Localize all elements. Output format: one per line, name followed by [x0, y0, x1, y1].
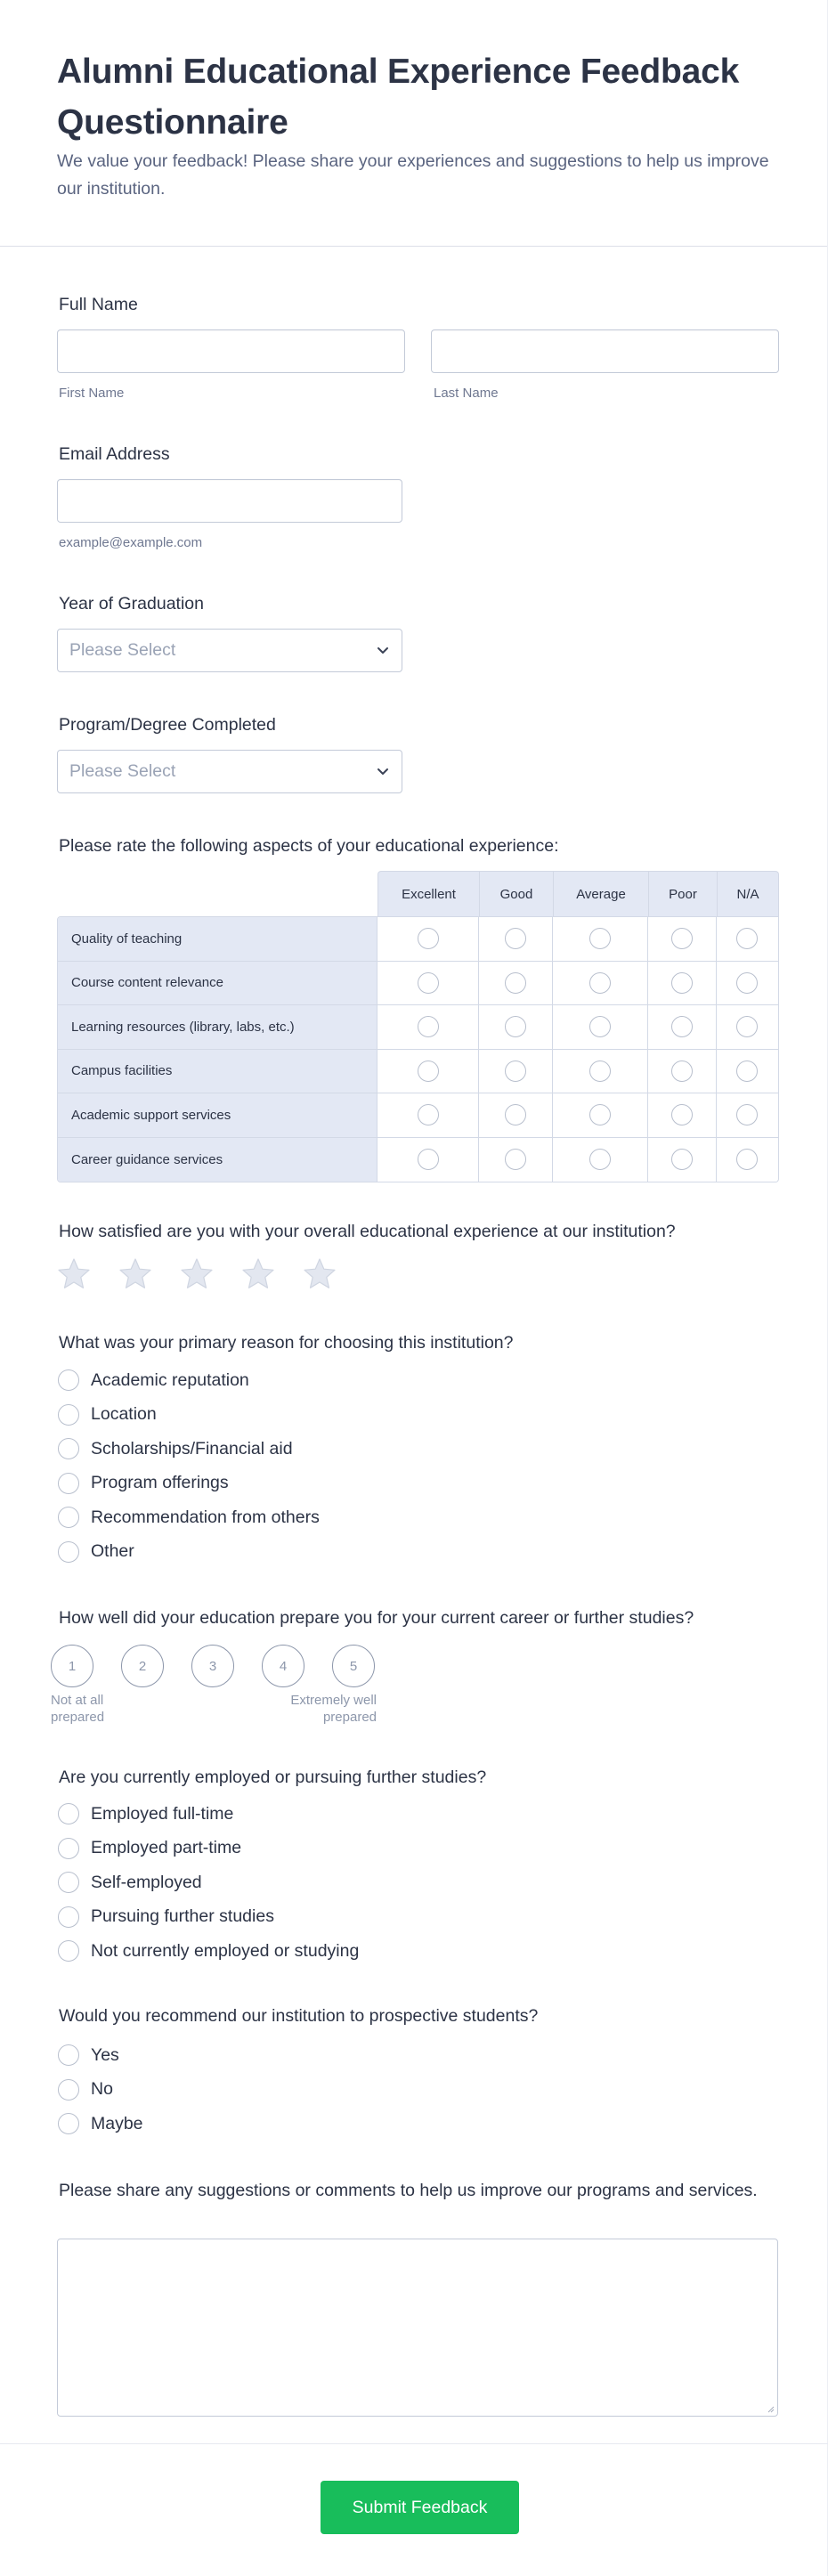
star-icon[interactable]	[57, 1257, 91, 1290]
email-sublabel: example@example.com	[59, 535, 203, 550]
matrix-radio[interactable]	[589, 1060, 611, 1082]
matrix-cell	[648, 917, 717, 961]
matrix-cell	[553, 1005, 648, 1049]
matrix-cell	[479, 1005, 553, 1049]
star-icon[interactable]	[241, 1257, 275, 1290]
matrix-row-label: Learning resources (library, labs, etc.)	[58, 1005, 377, 1049]
radio-button[interactable]	[58, 1438, 79, 1459]
scale-option[interactable]: 5	[332, 1645, 375, 1687]
matrix-row	[58, 1005, 778, 1050]
matrix-cell	[648, 1050, 717, 1093]
matrix-radio[interactable]	[736, 1149, 758, 1170]
radio-button[interactable]	[58, 2113, 79, 2134]
matrix-cell	[479, 1138, 553, 1182]
matrix-radio[interactable]	[671, 1149, 693, 1170]
matrix-cell	[717, 917, 777, 961]
radio-button[interactable]	[58, 1803, 79, 1824]
radio-button[interactable]	[58, 2044, 79, 2066]
star-icon[interactable]	[118, 1257, 152, 1290]
matrix-radio[interactable]	[505, 1149, 526, 1170]
reason-option[interactable]	[59, 1432, 780, 1467]
scale-option[interactable]: 4	[262, 1645, 304, 1687]
matrix-cell	[648, 962, 717, 1005]
matrix-cell	[553, 917, 648, 961]
matrix-cell	[717, 1138, 777, 1182]
reason-option[interactable]	[59, 1535, 780, 1570]
resize-handle-icon[interactable]	[766, 2404, 775, 2413]
rating-matrix-header	[377, 871, 779, 916]
matrix-cell	[479, 1050, 553, 1093]
submit-button[interactable]: Submit Feedback	[321, 2481, 519, 2534]
matrix-radio[interactable]	[418, 1104, 439, 1125]
matrix-cell	[553, 1138, 648, 1182]
primary-reason-options	[59, 1363, 780, 1569]
first-name-sublabel: First Name	[59, 386, 125, 401]
employment-option[interactable]	[59, 1934, 780, 1969]
matrix-radio[interactable]	[589, 972, 611, 994]
option-label: Maybe	[91, 2113, 143, 2133]
primary-reason-label: What was your primary reason for choosing this institution?	[59, 1333, 514, 1353]
employment-option[interactable]	[59, 1900, 780, 1935]
matrix-cell	[553, 1050, 648, 1093]
radio-button[interactable]	[58, 1507, 79, 1528]
radio-button[interactable]	[58, 1906, 79, 1928]
preparation-label: How well did your education prepare you for your current career or further studies?	[59, 1608, 694, 1628]
matrix-cell	[648, 1093, 717, 1137]
employment-options	[59, 1797, 780, 1969]
matrix-radio[interactable]	[505, 1060, 526, 1082]
matrix-row-label: Campus facilities	[58, 1050, 377, 1093]
suggestions-textarea[interactable]	[57, 2239, 778, 2417]
matrix-radio[interactable]	[736, 1016, 758, 1037]
reason-option[interactable]	[59, 1500, 780, 1535]
matrix-cell	[377, 917, 479, 961]
matrix-cell	[648, 1005, 717, 1049]
matrix-row	[58, 1050, 778, 1094]
option-label: Program offerings	[91, 1473, 229, 1493]
matrix-radio[interactable]	[736, 972, 758, 994]
matrix-cell	[553, 1093, 648, 1137]
matrix-radio[interactable]	[736, 1104, 758, 1125]
matrix-cell	[648, 1138, 717, 1182]
radio-button[interactable]	[58, 1404, 79, 1426]
option-label: Employed full-time	[91, 1803, 234, 1824]
employment-option[interactable]	[59, 1832, 780, 1866]
recommend-option[interactable]	[59, 2073, 780, 2108]
matrix-row-label: Career guidance services	[58, 1138, 377, 1182]
employment-option[interactable]	[59, 1865, 780, 1900]
matrix-radio[interactable]	[589, 1016, 611, 1037]
option-label: Scholarships/Financial aid	[91, 1438, 293, 1459]
matrix-radio[interactable]	[671, 1016, 693, 1037]
matrix-cell	[717, 1005, 777, 1049]
page-subtitle: We value your feedback! Please share your experiences and suggestions to help us improve our institution.	[57, 151, 769, 199]
option-label: Yes	[91, 2044, 119, 2065]
program-selected: Please Select	[69, 761, 176, 781]
option-label: Recommendation from others	[91, 1507, 320, 1527]
matrix-radio[interactable]	[671, 1104, 693, 1125]
radio-button[interactable]	[58, 2079, 79, 2101]
satisfaction-label: How satisfied are you with your overall educational experience at our institution?	[59, 1222, 676, 1241]
reason-option[interactable]	[59, 1398, 780, 1433]
matrix-radio[interactable]	[505, 1104, 526, 1125]
option-label: Employed part-time	[91, 1838, 242, 1858]
matrix-row-label: Course content relevance	[58, 962, 377, 1005]
matrix-cell	[377, 1093, 479, 1137]
program-select[interactable]	[57, 750, 402, 793]
matrix-radio[interactable]	[505, 1016, 526, 1037]
radio-button[interactable]	[58, 1541, 79, 1563]
option-label: Self-employed	[91, 1872, 202, 1892]
recommend-option[interactable]	[59, 2107, 780, 2141]
matrix-cell	[479, 962, 553, 1005]
column-header: N/A	[736, 886, 759, 902]
column-header: Poor	[649, 872, 718, 916]
last-name-sublabel: Last Name	[434, 386, 499, 401]
scale-option[interactable]: 1	[51, 1645, 93, 1687]
matrix-radio[interactable]	[418, 1060, 439, 1082]
matrix-row	[58, 962, 778, 1006]
column-header: Good	[480, 872, 554, 916]
matrix-cell	[377, 962, 479, 1005]
matrix-radio[interactable]	[589, 928, 611, 949]
matrix-radio[interactable]	[736, 1060, 758, 1082]
email-input[interactable]	[57, 479, 402, 523]
matrix-radio[interactable]	[418, 1016, 439, 1037]
matrix-row	[58, 917, 778, 962]
column-header: Average	[554, 872, 649, 916]
first-name-input[interactable]	[57, 329, 405, 373]
matrix-radio[interactable]	[505, 972, 526, 994]
employment-label: Are you currently employed or pursuing further studies?	[59, 1767, 487, 1787]
reason-option[interactable]	[59, 1363, 780, 1398]
scale-max-label: Extremely well prepared	[290, 1693, 377, 1725]
full-name-label: Full Name	[59, 295, 138, 314]
matrix-cell	[479, 1093, 553, 1137]
option-label: No	[91, 2079, 113, 2100]
matrix-cell	[717, 1093, 777, 1137]
star-rating	[57, 1257, 337, 1290]
matrix-radio[interactable]	[671, 1060, 693, 1082]
chevron-down-icon	[375, 642, 391, 658]
radio-button[interactable]	[58, 1940, 79, 1962]
preparation-scale	[51, 1645, 375, 1687]
program-label: Program/Degree Completed	[59, 715, 276, 735]
matrix-row-label: Quality of teaching	[58, 917, 377, 961]
chevron-down-icon	[375, 763, 391, 779]
scale-option[interactable]: 2	[121, 1645, 164, 1687]
option-label: Pursuing further studies	[91, 1906, 274, 1927]
graduation-year-label: Year of Graduation	[59, 594, 204, 614]
footer-divider	[0, 2443, 828, 2444]
reason-option[interactable]	[59, 1467, 780, 1501]
recommend-option[interactable]	[59, 2038, 780, 2073]
matrix-radio[interactable]	[589, 1104, 611, 1125]
matrix-radio[interactable]	[671, 928, 693, 949]
graduation-year-selected: Please Select	[69, 640, 176, 660]
matrix-row-label: Academic support services	[58, 1093, 377, 1137]
radio-button[interactable]	[58, 1872, 79, 1893]
page-title: Alumni Educational Experience Feedback Questionnaire	[57, 53, 740, 142]
matrix-radio[interactable]	[418, 972, 439, 994]
matrix-radio[interactable]	[418, 1149, 439, 1170]
column-header: Excellent	[378, 872, 480, 916]
matrix-cell	[377, 1005, 479, 1049]
rating-matrix-label: Please rate the following aspects of your educational experience:	[59, 836, 559, 856]
rating-matrix-body	[57, 916, 779, 1182]
matrix-cell	[717, 1050, 777, 1093]
radio-button[interactable]	[58, 1369, 79, 1391]
matrix-cell	[717, 962, 777, 1005]
matrix-row	[58, 1138, 778, 1182]
scale-option[interactable]: 3	[191, 1645, 234, 1687]
scale-min-label: Not at all prepared	[51, 1693, 105, 1725]
option-label: Other	[91, 1541, 134, 1562]
email-label: Email Address	[59, 444, 170, 464]
matrix-radio[interactable]	[589, 1149, 611, 1170]
matrix-radio[interactable]	[418, 928, 439, 949]
matrix-row	[58, 1093, 778, 1138]
matrix-cell	[479, 917, 553, 961]
recommend-label: Would you recommend our institution to prospective students?	[59, 2006, 539, 2026]
option-label: Academic reputation	[91, 1369, 249, 1390]
star-icon[interactable]	[180, 1257, 214, 1290]
matrix-cell	[377, 1050, 479, 1093]
matrix-cell	[377, 1138, 479, 1182]
star-icon[interactable]	[303, 1257, 337, 1290]
last-name-input[interactable]	[431, 329, 779, 373]
recommend-options	[59, 2038, 780, 2141]
matrix-cell	[553, 962, 648, 1005]
matrix-radio[interactable]	[736, 928, 758, 949]
radio-button[interactable]	[58, 1838, 79, 1859]
suggestions-label: Please share any suggestions or comments to help us improve our programs and services.	[59, 2181, 758, 2200]
matrix-radio[interactable]	[505, 928, 526, 949]
option-label: Not currently employed or studying	[91, 1940, 360, 1961]
form-header	[0, 0, 827, 247]
option-label: Location	[91, 1404, 157, 1425]
graduation-year-select[interactable]	[57, 629, 402, 672]
employment-option[interactable]	[59, 1797, 780, 1832]
radio-button[interactable]	[58, 1473, 79, 1494]
matrix-radio[interactable]	[671, 972, 693, 994]
